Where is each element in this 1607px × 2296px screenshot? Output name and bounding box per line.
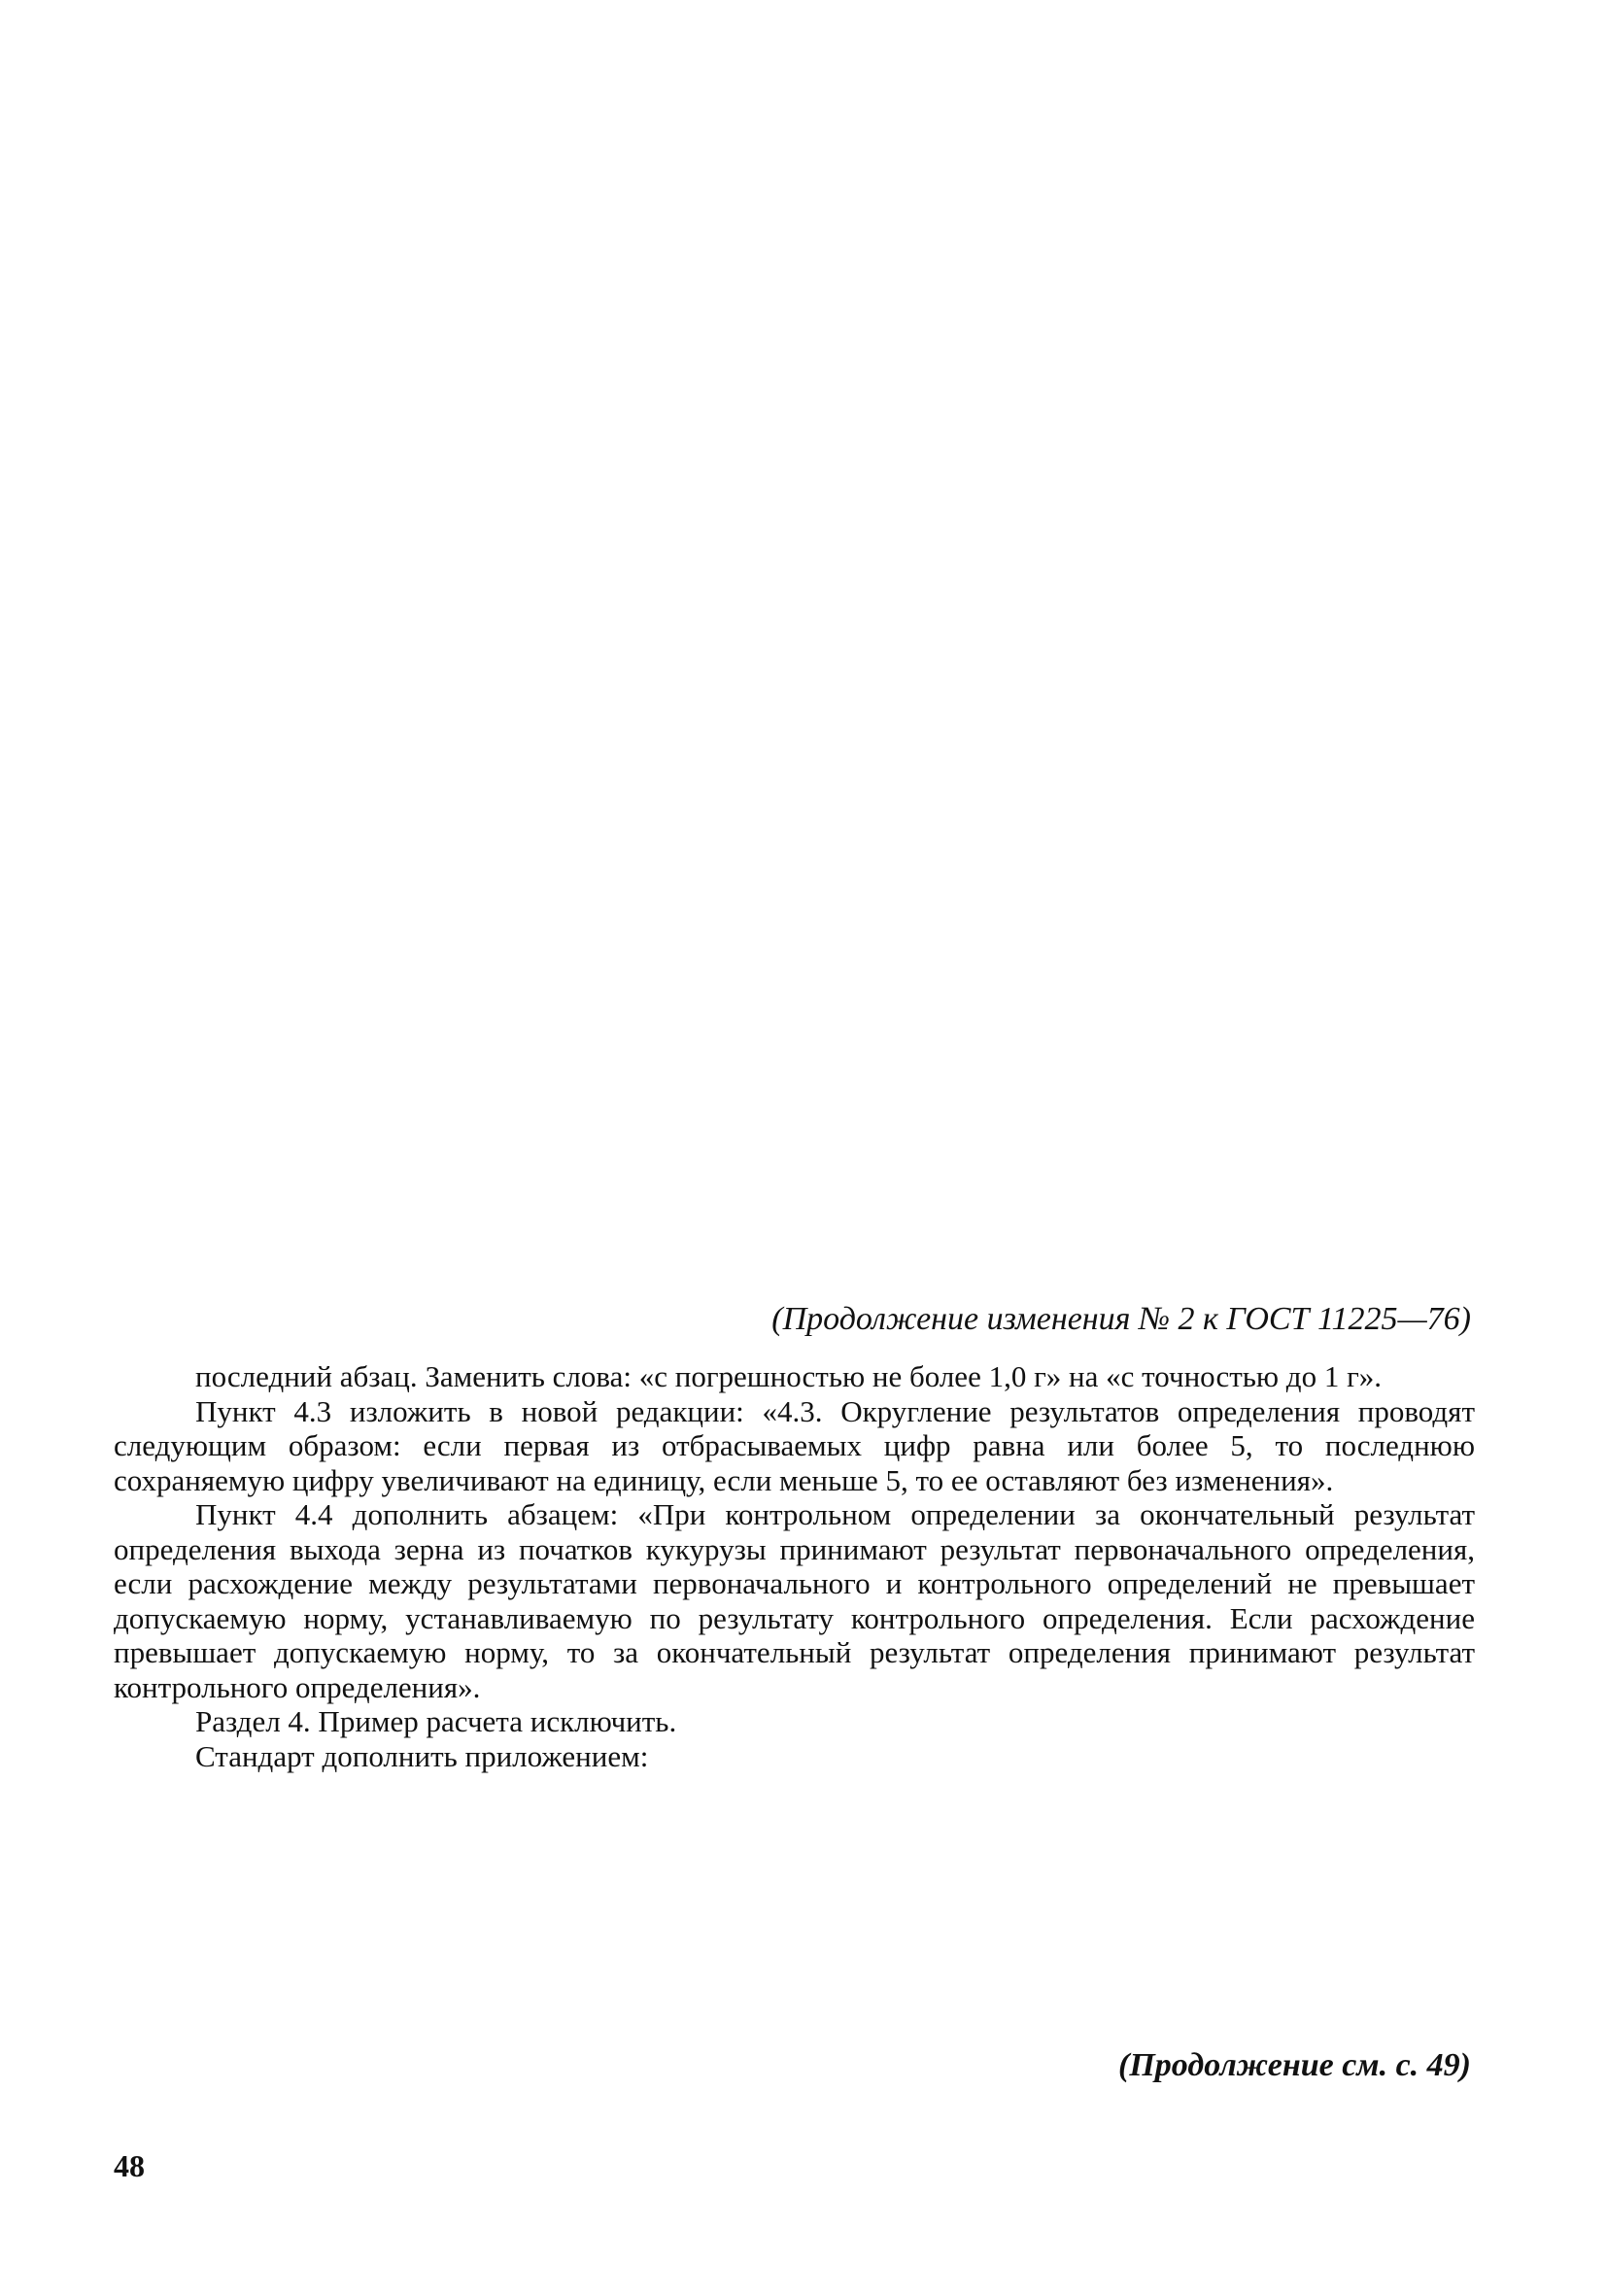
continuation-footer: (Продолжение см. с. 49)	[1118, 2047, 1471, 2083]
body-text	[114, 1359, 1475, 1773]
continuation-header: (Продолжение изменения № 2 к ГОСТ 11225—76)	[771, 1301, 1471, 1337]
paragraph-clause-4-3: Пункт 4.3 изложить в новой редакции: «4.3. Округление результатов определения проводят следующим образом: если первая из отбрасываемых цифр равна или более 5, то последнюю сохраняемую цифру увеличивают на единицу, если меньше 5, то ее оставляют без изменения».	[114, 1393, 1475, 1497]
paragraph-clause-4-4: Пункт 4.4 дополнить абзацем: «При контрольном определении за окончательный результат определения выхода зерна из початков кукурузы принимают результат первоначального определения, если расхождение между результатами первоначального и контрольного определений не превышает допускаемую норму, устанавливаемую по результату контрольного определения. Если расхождение превышает допускаемую норму, то за окончательный результат определения принимают результат контрольного определения».	[114, 1497, 1475, 1704]
paragraph-section-4-exclude: Раздел 4. Пример расчета исключить.	[195, 1704, 677, 1738]
paragraph-last-paragraph-replace: последний абзац. Заменить слова: «с погрешностью не более 1,0 г» на «с точностью до 1 г».	[195, 1359, 1383, 1393]
paragraph-add-appendix: Стандарт дополнить приложением:	[195, 1738, 649, 1773]
page-number: 48	[114, 2148, 145, 2183]
